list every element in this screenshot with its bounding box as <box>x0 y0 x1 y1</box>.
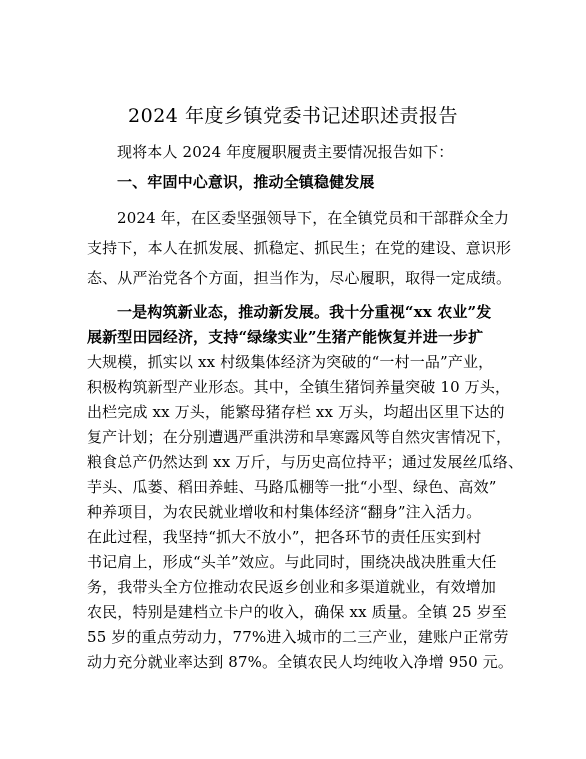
paragraph-line: 在此过程，我坚持“抓大不放小”，把各环节的责任压实到村 <box>87 528 482 546</box>
paragraph-line: 芋头、瓜蒌、稻田养蛙、马路瓜棚等一批“小型、绿色、高效” <box>87 478 497 496</box>
paragraph-line: 务，我带头全方位推动农民返乡创业和多渠道就业，有效增加 <box>87 578 497 596</box>
intro-line: 现将本人 2024 年度履职履责主要情况报告如下： <box>117 143 454 161</box>
paragraph-line: 55 岁的重点劳动力，77%进入城市的二三产业，建账户正常劳 <box>87 628 509 646</box>
paragraph-line: 书记肩上，形成“头羊”效应。与此同时，围绕决战决胜重大任 <box>87 553 497 571</box>
paragraph-line: 积极构筑新型产业形态。其中，全镇生猪饲养量突破 10 万头， <box>87 378 511 396</box>
paragraph-line: 2024 年，在区委坚强领导下，在全镇党员和干部群众全力 <box>117 209 510 227</box>
paragraph-line: 大规模，抓实以 xx 村级集体经济为突破的“一村一品”产业， <box>87 353 494 371</box>
paragraph-line: 支持下，本人在抓发展、抓稳定、抓民生；在党的建设、意识形 <box>87 239 512 257</box>
paragraph-line: 出栏完成 xx 万头，能繁母猪存栏 xx 万头，均超出区里下达的 <box>87 403 505 421</box>
document-title: 2024 年度乡镇党委书记述职述责报告 <box>128 105 458 127</box>
paragraph-line: 动力充分就业率达到 87%。全镇农民人均纯收入净增 950 元。 <box>87 653 514 671</box>
paragraph-line: 粮食总产仍然达到 xx 万斤，与历史高位持平；通过发展丝瓜络、 <box>87 453 524 471</box>
paragraph-line: 展新型田园经济，支持“绿缘实业”生猪产能恢复并进一步扩 <box>87 328 484 346</box>
paragraph-line: 农民，特别是建档立卡户的收入，确保 xx 质量。全镇 25 岁至 <box>87 603 507 621</box>
paragraph-line: 一是构筑新业态，推动新发展。我十分重视“xx 农业”发 <box>117 303 492 321</box>
paragraph-line: 复产计划；在分别遭遇严重洪涝和旱寒露风等自然灾害情况下， <box>87 428 512 446</box>
paragraph-line: 态、从严治党各个方面，担当作为，尽心履职，取得一定成绩。 <box>87 269 512 287</box>
section-heading: 一、牢固中心意识，推动全镇稳健发展 <box>117 173 375 191</box>
paragraph-line: 种养项目，为农民就业增收和村集体经济“翻身”注入活力。 <box>87 503 482 521</box>
